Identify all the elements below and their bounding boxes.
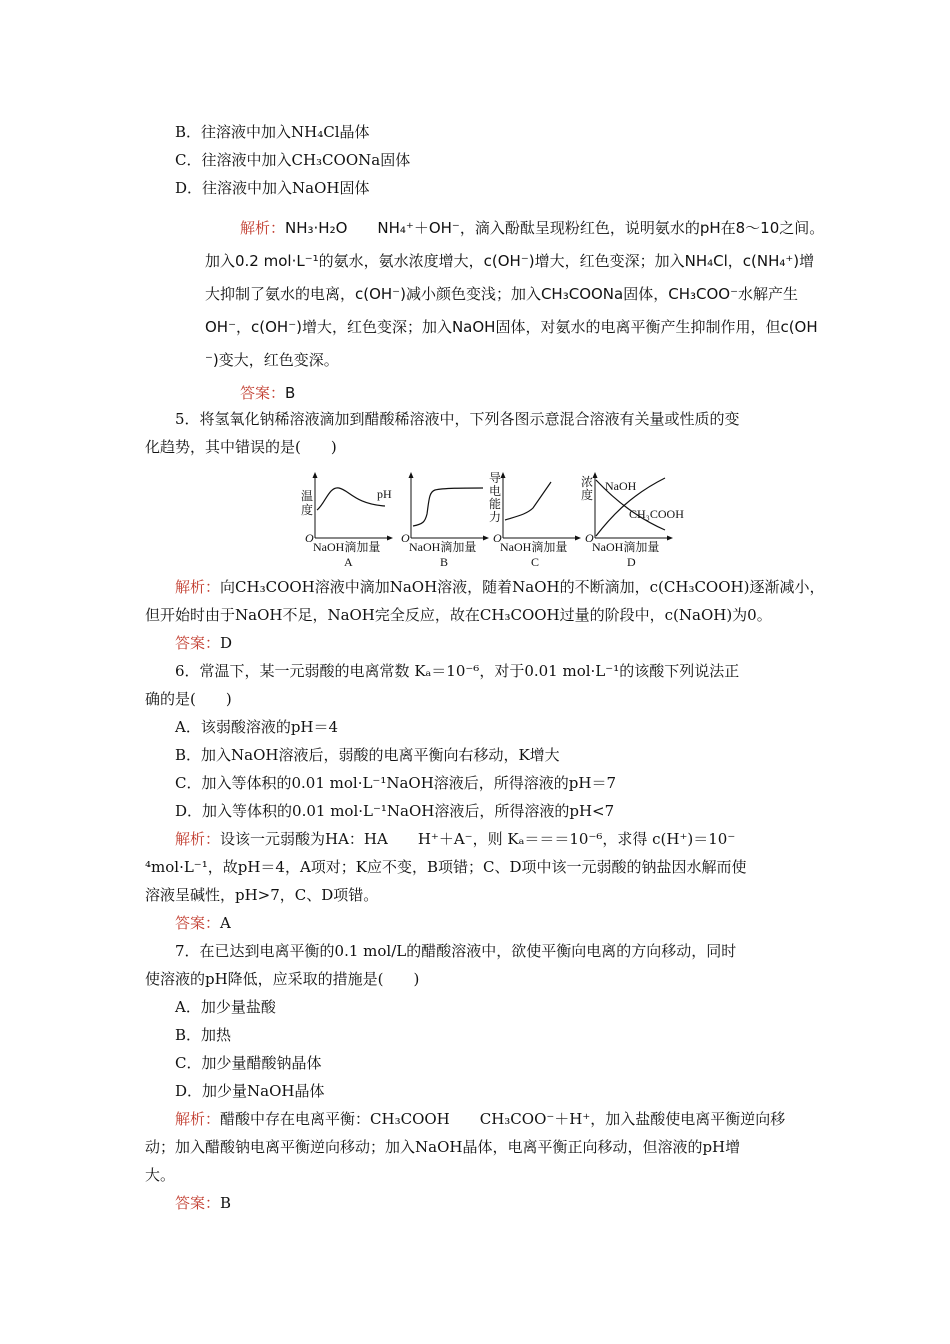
q6-analysis-line2: ⁴mol·L⁻¹，故pH＝4，A项对；K应不变，B项错；C、D项中该一元弱酸的钠盐因水解而使	[145, 858, 747, 876]
panel-c-xlabel: NaOH滴加量	[500, 540, 568, 554]
panel-d-xlabel: NaOH滴加量	[592, 540, 660, 554]
q4-option-d: D．往溶液中加入NaOH固体	[175, 179, 370, 197]
panel-b-xlabel: NaOH滴加量	[409, 540, 477, 554]
panel-c-origin: O	[493, 531, 502, 545]
panel-d-ylabel-1: 浓	[581, 475, 594, 489]
q7-answer: 答案：B	[175, 1194, 232, 1212]
q6-option-a: A．该弱酸溶液的pH＝4	[175, 718, 339, 736]
q5-analysis-line1: 解析：向CH₃COOH溶液中滴加NaOH溶液，随着NaOH的不断滴加，c(CH₃COOH)逐渐减小，	[175, 578, 825, 596]
q6-answer: 答案：A	[175, 914, 231, 932]
panel-d-x-arrow	[667, 536, 673, 541]
panel-b-y-arrow	[409, 472, 414, 478]
q7-analysis-line2: 动；加入醋酸钠电离平衡逆向移动；加入NaOH晶体，电离平衡正向移动，但溶液的pH增	[145, 1138, 741, 1156]
panel-a-tag: A	[344, 555, 353, 569]
panel-d-series-acid: CH₃COOH	[629, 507, 684, 521]
q5-analysis-line2: 但开始时由于NaOH不足，NaOH完全反应，故在CH₃COOH过量的阶段中，c(NaOH)为0。	[145, 606, 772, 624]
panel-b-curve	[413, 488, 483, 526]
panel-b-origin: O	[401, 531, 410, 545]
q7-option-b: B．加热	[175, 1026, 232, 1044]
panel-c	[489, 471, 581, 569]
q6-stem-line2: 确的是( )	[145, 690, 232, 708]
panel-b	[401, 472, 489, 569]
q4-analysis-line5: ⁻)变大，红色变深。	[205, 351, 339, 369]
panel-c-ylabel-2: 电	[489, 484, 502, 498]
q4-analysis-line1: 解析：NH₃·H₂O NH₄⁺＋OH⁻，滴入酚酞呈现粉红色，说明氨水的pH在8～10之间。	[240, 219, 825, 237]
panel-d-tag: D	[627, 555, 636, 569]
q7-option-a: A．加少量盐酸	[175, 998, 276, 1016]
panel-a	[301, 472, 393, 569]
panel-d-ylabel-2: 度	[581, 488, 594, 502]
q6-stem-line1: 6．常温下，某一元弱酸的电离常数 Kₐ＝10⁻⁶，对于0.01 mol·L⁻¹的该酸下列说法正	[175, 662, 740, 680]
analysis-label: 解析：	[240, 219, 286, 237]
panel-c-x-arrow	[575, 536, 581, 541]
q7-analysis-line3: 大。	[145, 1166, 176, 1184]
q7-stem-line1: 7．在已达到电离平衡的0.1 mol/L的醋酸溶液中，欲使平衡向电离的方向移动，同时	[175, 942, 737, 960]
panel-c-ylabel-4: 力	[489, 510, 502, 524]
q6-option-d: D．加入等体积的0.01 mol·L⁻¹NaOH溶液后，所得溶液的pH<7	[175, 802, 615, 820]
panel-c-ylabel-3: 能	[489, 497, 502, 511]
q4-analysis-line4: OH⁻，c(OH⁻)增大，红色变深；加入NaOH固体，对氨水的电离平衡产生抑制作用，但c(OH	[205, 318, 818, 336]
panel-a-x-arrow	[387, 536, 393, 541]
panel-d-y-arrow	[593, 472, 598, 478]
q4-analysis-line2: 加入0.2 mol·L⁻¹的氨水，氨水浓度增大，c(OH⁻)增大，红色变深；加入NH₄Cl，c(NH₄⁺)增	[205, 252, 815, 270]
panel-d	[581, 472, 684, 569]
panel-a-ylabel-2: 度	[301, 503, 314, 517]
panel-a-origin: O	[305, 531, 314, 545]
panel-a-xlabel: NaOH滴加量	[313, 540, 381, 554]
q6-option-c: C．加入等体积的0.01 mol·L⁻¹NaOH溶液后，所得溶液的pH＝7	[175, 774, 617, 792]
panel-c-tag: C	[531, 555, 540, 569]
panel-c-y-arrow	[501, 472, 506, 478]
q7-analysis-line1: 解析：醋酸中存在电离平衡：CH₃COOH CH₃COO⁻＋H⁺，加入盐酸使电离平衡逆向移	[175, 1110, 786, 1128]
q6-option-b: B．加入NaOH溶液后，弱酸的电离平衡向右移动，K增大	[175, 746, 560, 764]
q5-answer: 答案：D	[175, 634, 233, 652]
q5-stem-line2: 化趋势，其中错误的是( )	[145, 438, 337, 456]
panel-a-series-label: pH	[377, 487, 392, 501]
q6-analysis-line3: 溶液呈碱性，pH>7，C、D项错。	[145, 886, 379, 904]
q7-option-d: D．加少量NaOH晶体	[175, 1082, 325, 1100]
q6-analysis-line1: 解析：设该一元弱酸为HA：HA H⁺＋A⁻，则 Kₐ＝＝＝10⁻⁶，求得 c(H⁺)＝10⁻	[175, 830, 736, 848]
q4-option-b: B．往溶液中加入NH₄Cl晶体	[175, 123, 370, 141]
panel-b-x-arrow	[483, 536, 489, 541]
q4-option-c: C．往溶液中加入CH₃COONa固体	[175, 151, 411, 169]
q5-stem-line1: 5．将氢氧化钠稀溶液滴加到醋酸稀溶液中，下列各图示意混合溶液有关量或性质的变	[175, 410, 740, 428]
panel-d-origin: O	[585, 531, 594, 545]
panel-d-series-naoh: NaOH	[605, 479, 637, 493]
panel-a-y-arrow	[313, 472, 318, 478]
q7-stem-line2: 使溶液的pH降低，应采取的措施是( )	[145, 970, 420, 988]
q4-answer: 答案：B	[240, 384, 296, 402]
q7-option-c: C．加少量醋酸钠晶体	[175, 1054, 322, 1072]
panel-c-ylabel-1: 导	[489, 471, 502, 485]
panel-a-curve	[317, 488, 385, 510]
q4-analysis-line3: 大抑制了氨水的电离，c(OH⁻)减小颜色变浅；加入CH₃COONa固体，CH₃COO⁻水解产生	[205, 285, 798, 303]
panel-a-ylabel-1: 温	[301, 489, 314, 503]
panel-b-tag: B	[440, 555, 449, 569]
q5-diagrams	[293, 470, 693, 570]
panel-c-curve	[505, 482, 551, 520]
